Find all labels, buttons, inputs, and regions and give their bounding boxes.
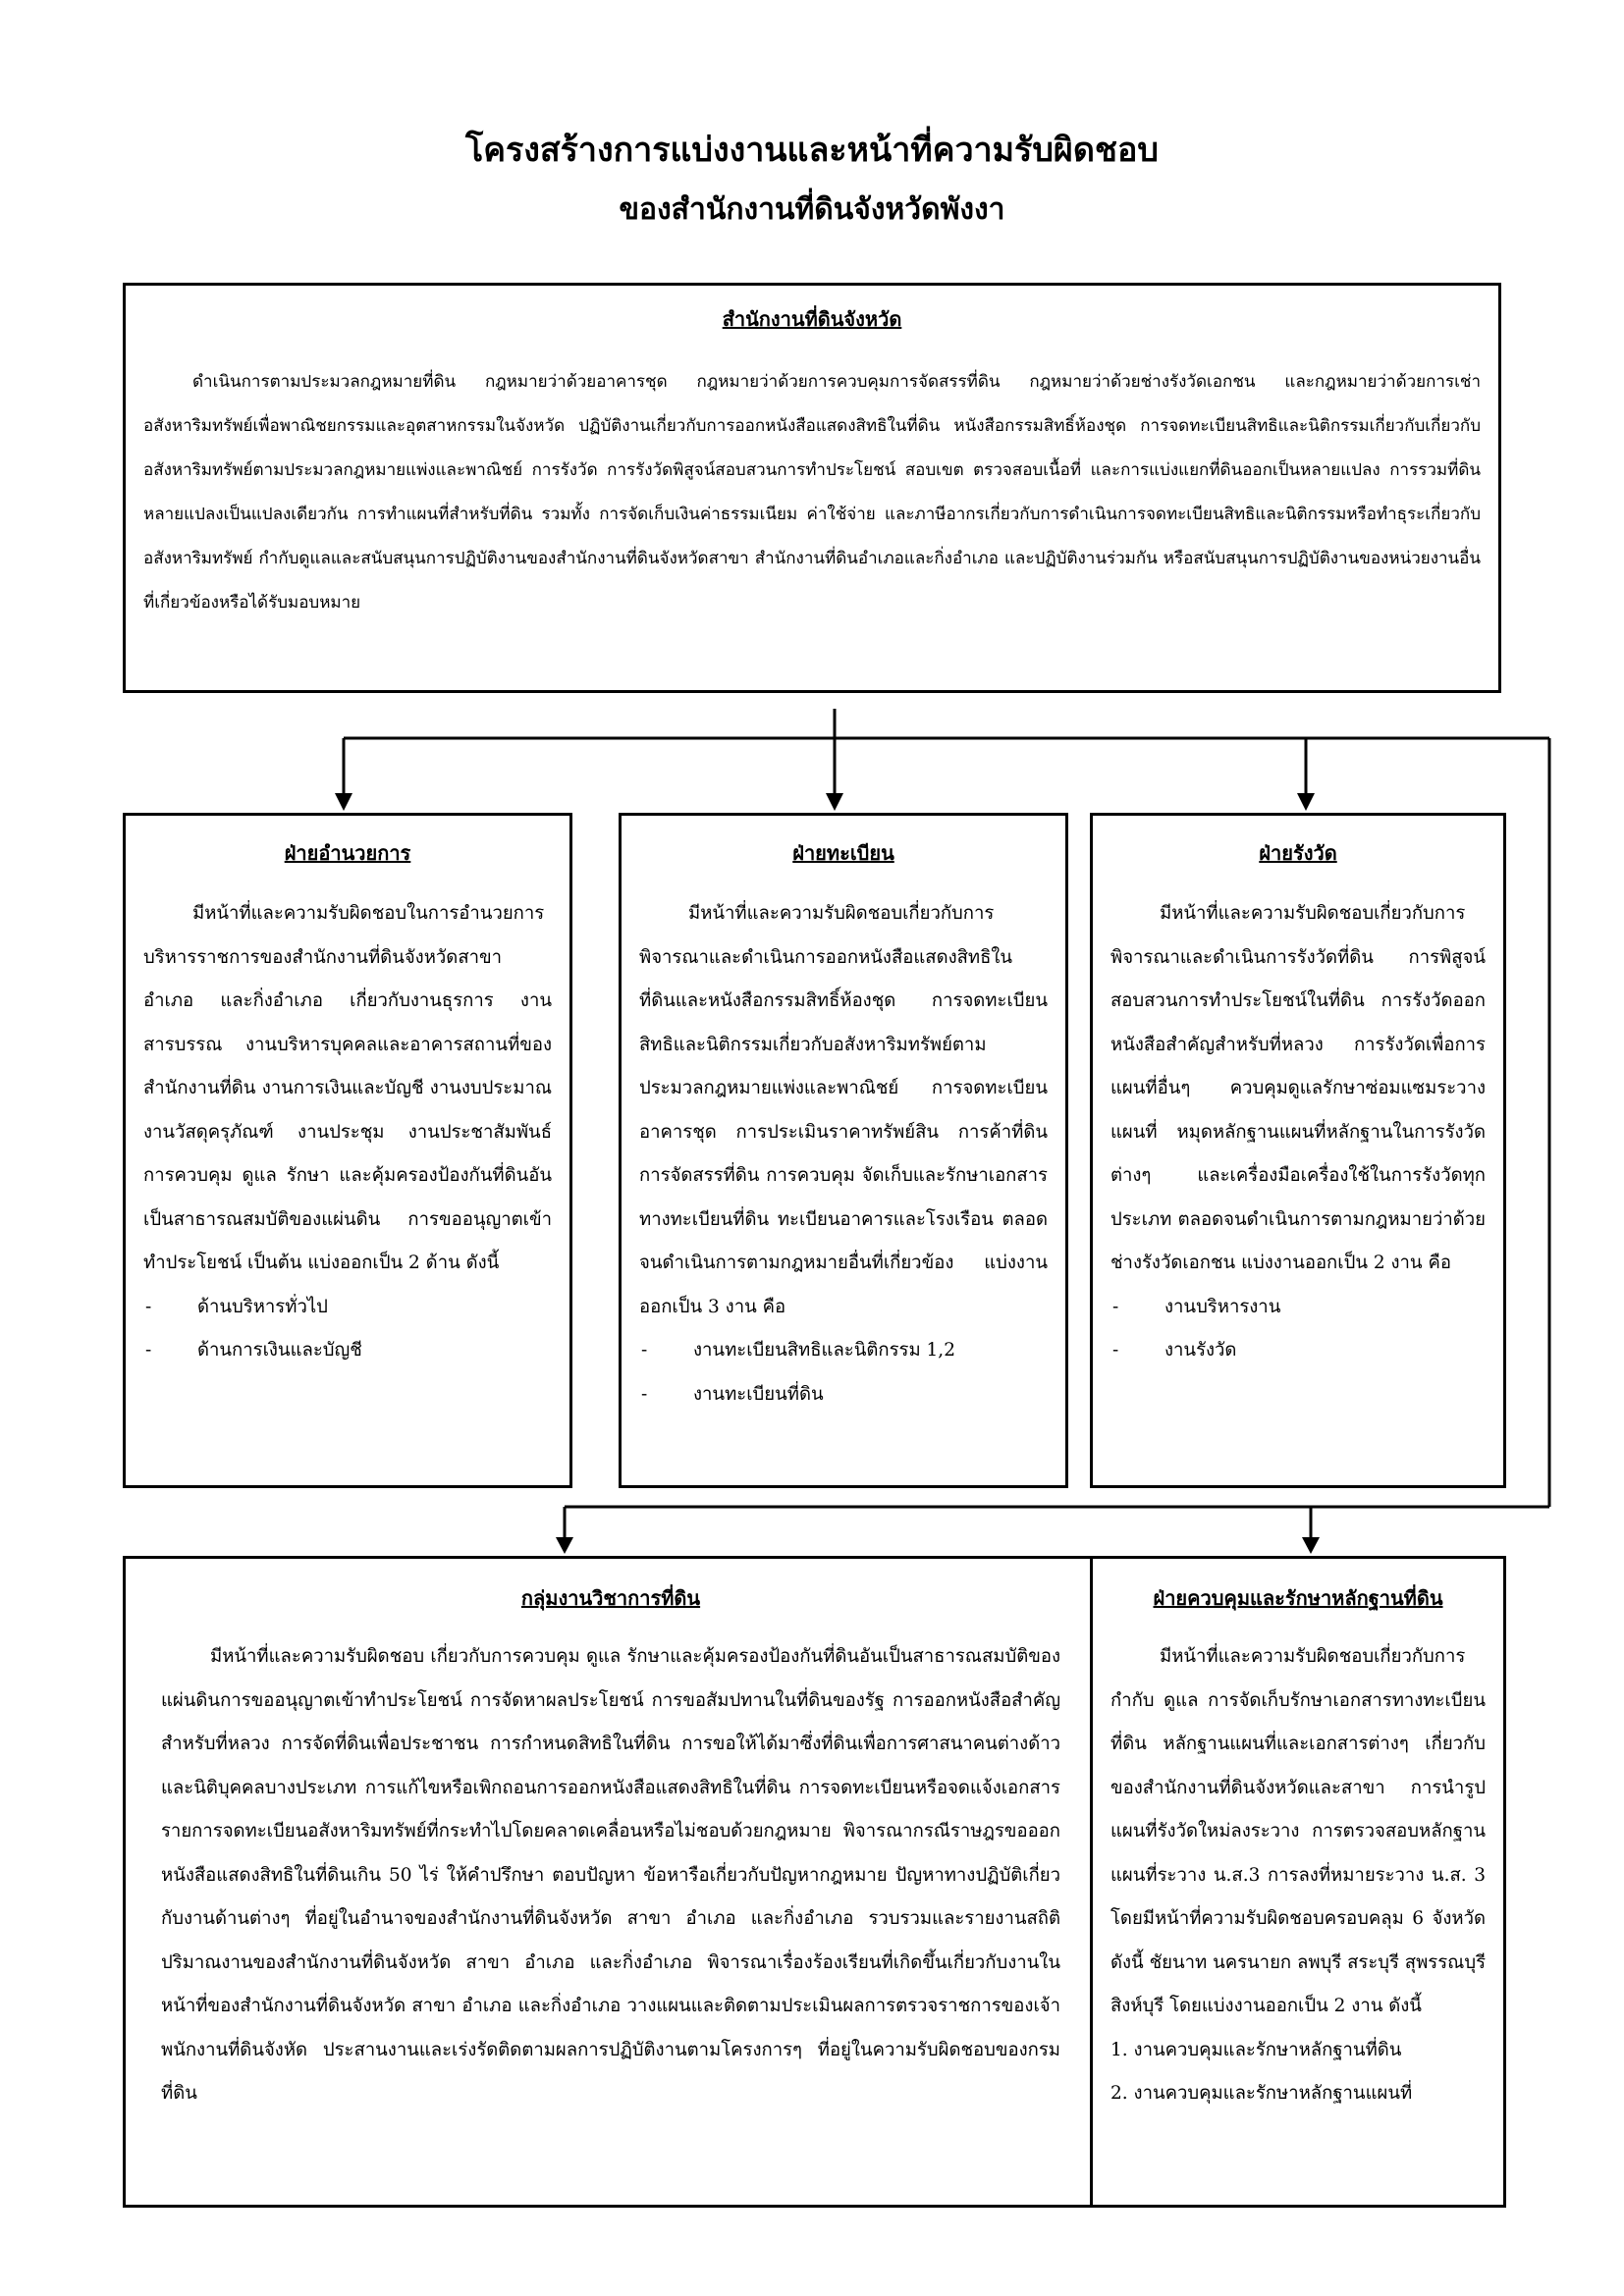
- registration-section-list: [639, 1329, 1048, 1416]
- list-item: 2. งานควบคุมและรักษาหลักฐานแผนที่: [1110, 2083, 1413, 2104]
- admin-section-list: [143, 1286, 552, 1373]
- arrowhead-admin: [335, 793, 352, 811]
- provincial-land-office-box: [123, 283, 1501, 693]
- survey-section-list: [1110, 1286, 1486, 1373]
- evidence-control-section-heading: ฝ่ายควบคุมและรักษาหลักฐานที่ดิน: [1153, 1586, 1443, 1610]
- admin-section-box: [123, 813, 572, 1488]
- technical-group-description: มีหน้าที่และความรับผิดชอบ เกี่ยวกับการควบคุม ดูแล รักษาและคุ้มครองป้องกันที่ดินอันเป็นสาธารณสมบัติของแผ่นดินการขออนุญาตเข้าทำประโยชน์ การจัดหาผลประโยชน์ การขอสัมปทานในที่ดินของรัฐ การออกหนังสือสำคัญสำหรับที่หลวง การจัดที่ดินเพื่อประชาชน การกำหนดสิทธิในที่ดิน การขอให้ได้มาซึ่งที่ดินเพื่อการศาสนาคนต่างด้าว และนิติบุคคลบางประเภท การแก้ไขหรือเพิกถอนการออกหนังสือแสดงสิทธิในที่ดิน การจดทะเบียนหรือจดแจ้งเอกสารรายการจดทะเบียนอสังหาริมทรัพย์ที่กระทำไปโดยคลาดเคลื่อนหรือไม่ชอบด้วยกฎหมาย พิจารณากรณีราษฎรขอออกหนังสือแสดงสิทธิในที่ดินเกิน 50 ไร่ ให้คำปรึกษา ตอบปัญหา ข้อหารือเกี่ยวกับปัญหากฎหมาย ปัญหาทางปฏิบัติเกี่ยวกับงานด้านต่างๆ ที่อยู่ในอำนาจของสำนักงานที่ดินจังหวัด สาขา อำเภอ และกิ่งอำเภอ รวบรวมและรายงานสถิติปริมาณงานของสำนักงานที่ดินจังหวัด สาขา อำเภอ และกิ่งอำเภอ พิจารณาเรื่องร้องเรียนที่เกิดขึ้นเกี่ยวกับงานในหน้าที่ของสำนักงานที่ดินจังหวัด สาขา อำเภอ และกิ่งอำเภอ วางแผนและติดตามประเมินผลการตรวจราชการของเจ้าพนักงานที่ดินจังหัด ประสานงานและเร่งรัดติดตามผลการปฏิบัติงานตามโครงการๆ ที่อยู่ในความรับผิดชอบของกรมที่ดิน: [161, 1646, 1060, 2104]
- list-item: - งานบริหารงาน: [1110, 1286, 1486, 1330]
- list-item: 1. งานควบคุมและรักษาหลักฐานที่ดิน: [1110, 2039, 1402, 2060]
- registration-section-box: [619, 813, 1068, 1488]
- arrowhead-survey: [1297, 793, 1315, 811]
- registration-section-description: มีหน้าที่และความรับผิดชอบเกี่ยวกับการพิจารณาและดำเนินการออกหนังสือแสดงสิทธิในที่ดินและหนังสือกรรมสิทธิ์ห้องชุด การจดทะเบียนสิทธิและนิติกรรมเกี่ยวกับอสังหาริมทรัพย์ตามประมวลกฎหมายแพ่งและพาณิชย์ การจดทะเบียนอาคารชุด การประเมินราคาทรัพย์สิน การค้าที่ดิน การจัดสรรที่ดิน การควบคุม จัดเก็บและรักษาเอกสารทางทะเบียนที่ดิน ทะเบียนอาคารและโรงเรือน ตลอดจนดำเนินการตามกฎหมายอื่นที่เกี่ยวข้อง แบ่งงานออกเป็น 3 งาน คือ: [639, 903, 1048, 1317]
- provincial-land-office-heading: สำนักงานที่ดินจังหวัด: [722, 307, 902, 331]
- arrowhead-technical: [556, 1537, 573, 1554]
- evidence-control-section-description: มีหน้าที่และความรับผิดชอบเกี่ยวกับการกำกับ ดูแล การจัดเก็บรักษาเอกสารทางทะเบียนที่ดิน หลักฐานแผนที่และเอกสารต่างๆ เกี่ยวกับของสำนักงานที่ดินจังหวัดและสาขา การนำรูปแผนที่รังวัดใหม่ลงระวาง การตรวจสอบหลักฐานแผนที่ระวาง น.ส.3 การลงที่หมายระวาง น.ส. 3 โดยมีหน้าที่ความรับผิดชอบครอบคลุม 6 จังหวัด ดังนี้ ชัยนาท นครนายก ลพบุรี สระบุรี สุพรรณบุรี สิงห์บุรี โดยแบ่งงานออกเป็น 2 งาน ดังนี้: [1110, 1646, 1487, 2016]
- provincial-land-office-description: ดำเนินการตามประมวลกฎหมายที่ดิน กฎหมายว่าด้วยอาคารชุด กฎหมายว่าด้วยการควบคุมการจัดสรรที่ดิน กฎหมายว่าด้วยช่างรังวัดเอกชน และกฎหมายว่าด้วยการเช่าอสังหาริมทรัพย์เพื่อพาณิชยกรรมและอุตสาหกรรมในจังหวัด ปฏิบัติงานเกี่ยวกับการออกหนังสือแสดงสิทธิในที่ดิน หนังสือกรรมสิทธิ์ห้องชุด การจดทะเบียนสิทธิและนิติกรรมเกี่ยวกับเกี่ยวกับอสังหาริมทรัพย์ตามประมวลกฎหมายแพ่งและพาณิชย์ การรังวัด การรังวัดพิสูจน์สอบสวนการทำประโยชน์ สอบเขต ตรวจสอบเนื้อที่ และการแบ่งแยกที่ดินออกเป็นหลายแปลง การรวมที่ดินหลายแปลงเป็นแปลงเดียวกัน การทำแผนที่สำหรับที่ดิน รวมทั้ง การจัดเก็บเงินค่าธรรมเนียม ค่าใช้จ่าย และภาษีอากรเกี่ยวกับการดำเนินการจดทะเบียนสิทธิและนิติกรรมหรือทำธุระเกี่ยวกับอสังหาริมทรัพย์ กำกับดูแลและสนับสนุนการปฏิบัติงานของสำนักงานที่ดินจังหวัดสาขา สำนักงานที่ดินอำเภอและกิ่งอำเภอ และปฏิบัติงานร่วมกัน หรือสนับสนุนการปฏิบัติงานของหน่วยงานอื่นที่เกี่ยวข้องหรือได้รับมอบหมาย: [143, 372, 1481, 613]
- list-item: - ด้านบริหารทั่วไป: [143, 1286, 552, 1330]
- evidence-control-section-list: [1110, 2029, 1486, 2116]
- admin-section-description: มีหน้าที่และความรับผิดชอบในการอำนวยการบริหารราชการของสำนักงานที่ดินจังหวัดสาขา อำเภอ และกิ่งอำเภอ เกี่ยวกับงานธุรการ งานสารบรรณ งานบริหารบุคคลและอาคารสถานที่ของสำนักงานที่ดิน งานการเงินและบัญชี งานงบประมาณ งานวัสดุครุภัณฑ์ งานประชุม งานประชาสัมพันธ์ การควบคุม ดูแล รักษา และคุ้มครองป้องกันที่ดินอันเป็นสาธารณสมบัติของแผ่นดิน การขออนุญาตเข้าทำประโยชน์ เป็นต้น แบ่งออกเป็น 2 ด้าน ดังนี้: [143, 903, 552, 1273]
- list-item: - งานทะเบียนที่ดิน: [639, 1373, 1048, 1417]
- registration-section-heading: ฝ่ายทะเบียน: [792, 841, 894, 865]
- page-title: โครงสร้างการแบ่งงานและหน้าที่ความรับผิดชอบ: [465, 131, 1159, 170]
- arrowhead-control: [1302, 1537, 1320, 1554]
- technical-group-heading: กลุ่มงานวิชาการที่ดิน: [520, 1586, 701, 1610]
- page-subtitle: ของสำนักงานที่ดินจังหวัดพังงา: [619, 192, 1005, 227]
- list-item: - ด้านการเงินและบัญชี: [143, 1329, 552, 1373]
- technical-group-box: [123, 1556, 1093, 2208]
- evidence-control-section-box: [1090, 1556, 1506, 2208]
- survey-section-description: มีหน้าที่และความรับผิดชอบเกี่ยวกับการพิจารณาและดำเนินการรังวัดที่ดิน การพิสูจน์สอบสวนการทำประโยชน์ในที่ดิน การรังวัดออกหนังสือสำคัญสำหรับที่หลวง การรังวัดเพื่อการแผนที่อื่นๆ ควบคุมดูแลรักษาซ่อมแซมระวางแผนที่ หมุดหลักฐานแผนที่หลักฐานในการรังวัดต่างๆ และเครื่องมือเครื่องใช้ในการรังวัดทุกประเภท ตลอดจนดำเนินการตามกฎหมายว่าด้วยช่างรังวัดเอกชน แบ่งงานออกเป็น 2 งาน คือ: [1110, 903, 1486, 1273]
- list-item: - งานทะเบียนสิทธิและนิติกรรม 1,2: [639, 1329, 1048, 1373]
- survey-section-heading: ฝ่ายรังวัด: [1259, 841, 1337, 865]
- list-item: - งานรังวัด: [1110, 1329, 1486, 1373]
- arrowhead-registration: [826, 793, 843, 811]
- admin-section-heading: ฝ่ายอำนวยการ: [284, 841, 411, 865]
- survey-section-box: [1090, 813, 1506, 1488]
